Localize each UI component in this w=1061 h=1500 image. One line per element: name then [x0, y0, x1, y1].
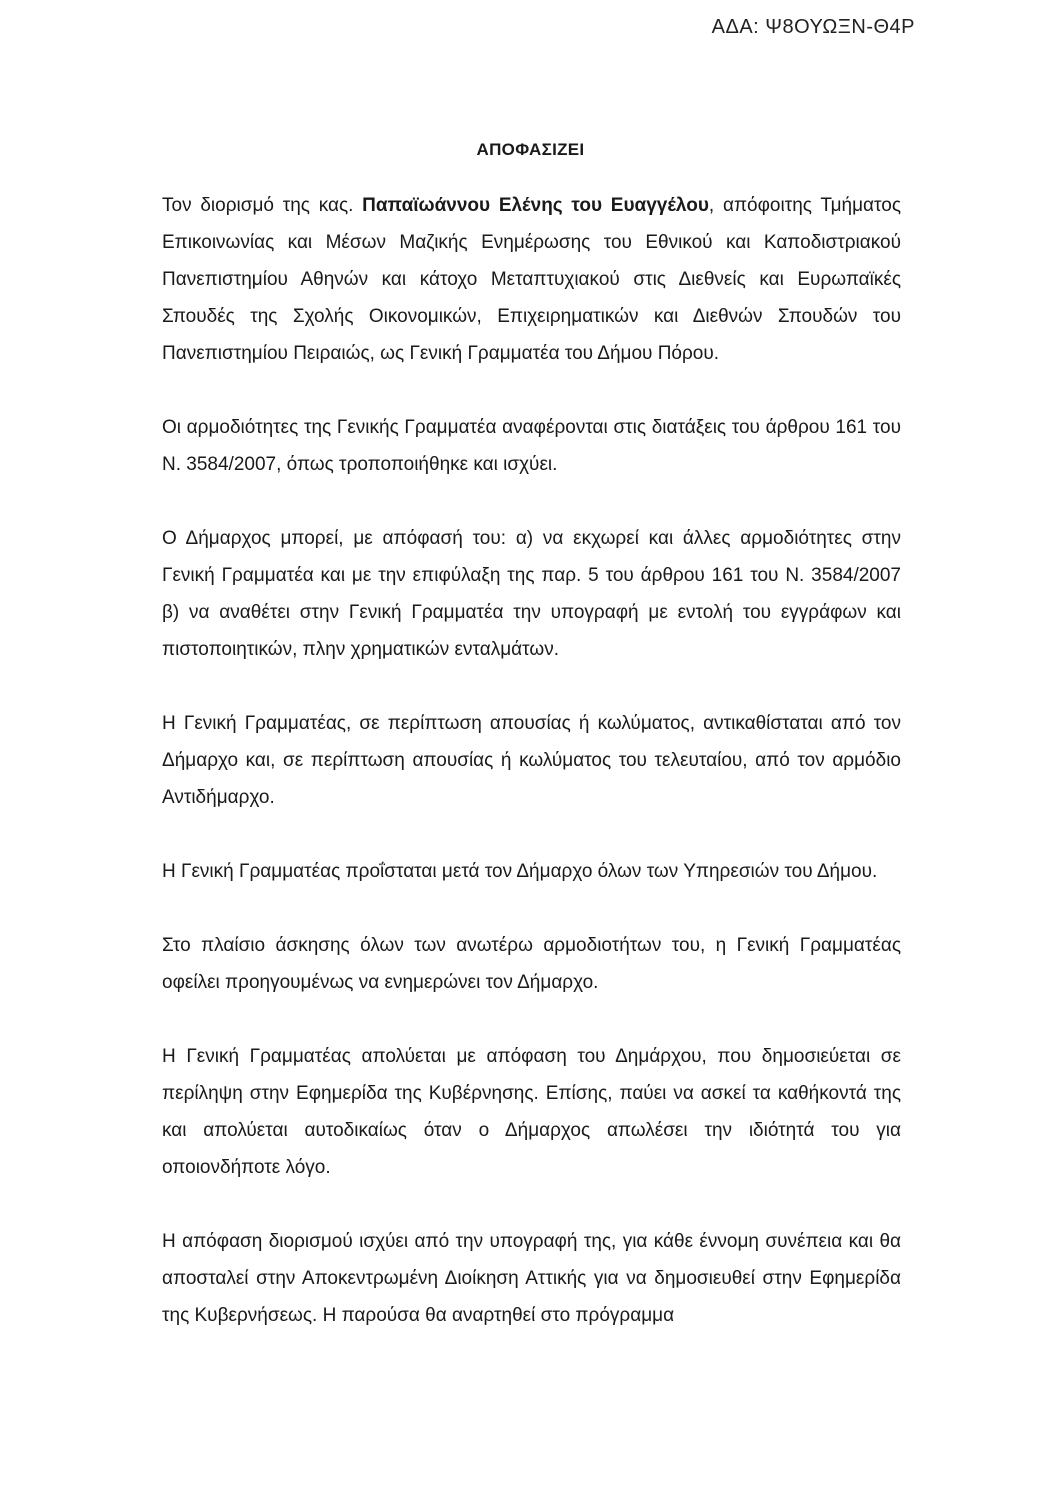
paragraph-hierarchy: Η Γενική Γραμματέας προΐσταται μετά τον Δήμαρχο όλων των Υπηρεσιών του Δήμου. [162, 861, 878, 882]
decision-heading: ΑΠΟΦΑΣΙΖΕΙ [476, 140, 585, 159]
paragraph-validity: Η απόφαση διορισμού ισχύει από την υπογραφή της, για κάθε έννομη συνέπεια και θα αποσταλεί στην Αποκεντρωμένη Διοίκηση Αττικής για να δημοσιευθεί στην Εφημερίδα της Κυβερνήσεως. Η παρούσα θα αναρτηθεί στο πρόγραμμα [162, 1231, 901, 1326]
appointment-details: , απόφοιτης Τμήματος Επικοινωνίας και Μέσων Μαζικής Ενημέρωσης του Εθνικού και Καποδιστριακού Πανεπιστημίου Αθηνών και κάτοχο Μεταπτυχιακού στις Διεθνείς και Ευρωπαϊκές Σπουδές της Σχολής Οικονομικών, Επιχειρηματικών και Διεθνών Σπουδών του Πανεπιστημίου Πειραιώς, ως Γενική Γραμματέα του Δήμου Πόρου. [162, 195, 901, 364]
ada-code: ΑΔΑ: Ψ8ΟΥΩΞΝ-Θ4Ρ [711, 16, 915, 38]
paragraph-dismissal: Η Γενική Γραμματέας απολύεται με απόφαση του Δημάρχου, που δημοσιεύεται σε περίληψη στην Εφημερίδα της Κυβέρνησης. Επίσης, παύει να ασκεί τα καθήκοντά της και απολύεται αυτοδικαίως όταν ο Δήμαρχος απωλέσει την ιδιότητά του για οποιονδήποτε λόγο. [162, 1046, 901, 1178]
document-body [162, 187, 901, 1334]
paragraph-substitution: Η Γενική Γραμματέας, σε περίπτωση απουσίας ή κωλύματος, αντικαθίσταται από τον Δήμαρχο και, σε περίπτωση απουσίας ή κωλύματος του τελευταίου, από τον αρμόδιο Αντιδήμαρχο. [162, 713, 901, 808]
appointment-intro: Τον διορισμό της κας. [162, 195, 363, 216]
paragraph-appointment [162, 187, 901, 372]
paragraph-duty-inform: Στο πλαίσιο άσκησης όλων των ανωτέρω αρμοδιοτήτων του, η Γενική Γραμματέας οφείλει προηγουμένως να ενημερώνει τον Δήμαρχο. [162, 935, 901, 993]
paragraph-mayor-powers: Ο Δήμαρχος μπορεί, με απόφασή του: α) να εκχωρεί και άλλες αρμοδιότητες στην Γενική Γραμματέα και με την επιφύλαξη της παρ. 5 του άρθρου 161 του Ν. 3584/2007 β) να αναθέτει στην Γενική Γραμματέα την υπογραφή με εντολή του εγγράφων και πιστοποιητικών, πλην χρηματικών ενταλμάτων. [162, 528, 901, 660]
paragraph-responsibilities: Οι αρμοδιότητες της Γενικής Γραμματέα αναφέρονται στις διατάξεις του άρθρου 161 του Ν. 3584/2007, όπως τροποποιήθηκε και ισχύει. [162, 417, 901, 475]
appointee-name: Παπαϊωάννου Ελένης του Ευαγγέλου [362, 195, 709, 216]
